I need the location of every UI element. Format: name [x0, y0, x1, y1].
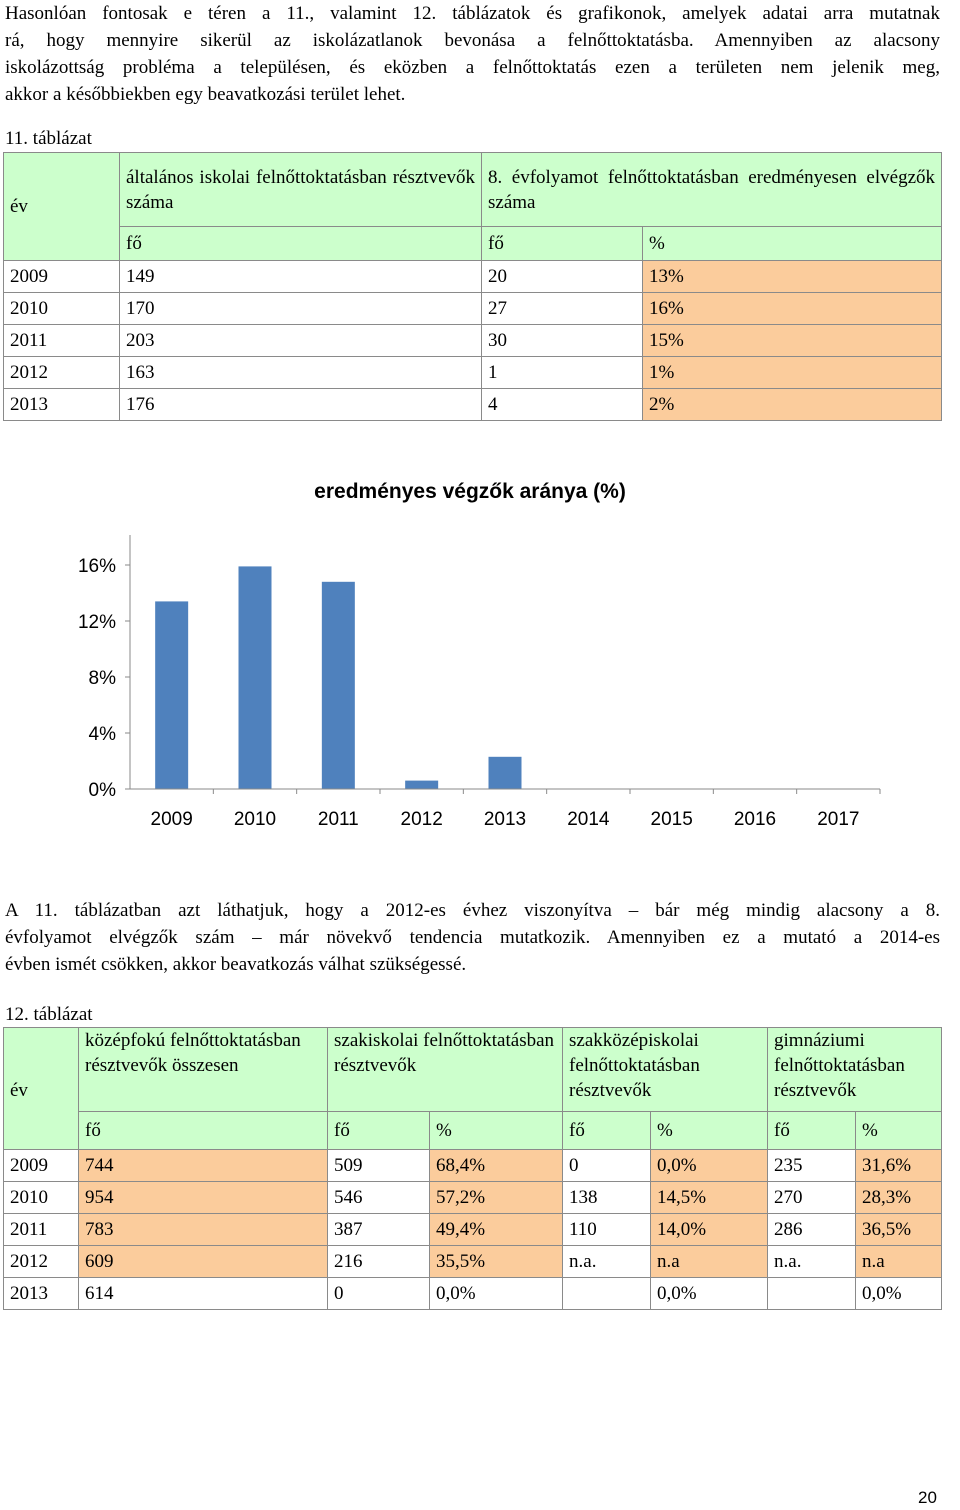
table-row — [4, 357, 942, 389]
cell-technical-pct: n.a — [651, 1246, 768, 1278]
group-header-technical: szakközépiskolai felnőttoktatásban résztvevők — [563, 1028, 768, 1112]
cell-grammar-count: 286 — [768, 1214, 856, 1246]
cell-completed: 30 — [482, 325, 643, 357]
cell-technical-count: n.a. — [563, 1246, 651, 1278]
x-tick-label: 2009 — [150, 809, 193, 830]
group-header-grammar: gimnáziumi felnőttoktatásban résztvevők — [768, 1028, 942, 1112]
table-row — [4, 1214, 942, 1246]
cell-technical-count: 110 — [563, 1214, 651, 1246]
cell-pct: 1% — [643, 357, 942, 389]
y-tick-label: 16% — [77, 556, 116, 577]
x-tick-label: 2016 — [733, 809, 777, 830]
cell-vocational-count: 546 — [328, 1182, 430, 1214]
year-header: év — [4, 1028, 79, 1150]
cell-vocational-pct: 68,4% — [430, 1150, 563, 1182]
intro-line: akkor a későbbiekben egy beavatkozási terület lehet. — [5, 84, 406, 105]
cell-pct: 15% — [643, 325, 942, 357]
cell-vocational-count: 0 — [328, 1278, 430, 1310]
analysis-line: évfolyamot elvégzők szám – már növekvő tendencia mutatkozik. Amennyiben ez a mutató a 2014-es — [5, 927, 940, 948]
table-row — [4, 293, 942, 325]
bar-2009 — [155, 601, 188, 789]
cell-pct: 16% — [643, 293, 942, 325]
cell-vocational-pct: 49,4% — [430, 1214, 563, 1246]
table11-caption: 11. táblázat — [5, 128, 92, 149]
bar-chart — [0, 460, 960, 860]
cell-grammar-pct: n.a — [856, 1246, 942, 1278]
table-11 — [3, 152, 942, 421]
unit-pct: % — [430, 1112, 563, 1150]
cell-year: 2011 — [4, 325, 120, 357]
analysis-line: A 11. táblázatban azt láthatjuk, hogy a 2012-es évhez viszonyítva – bár még mindig alacsony a 8. — [5, 900, 940, 921]
cell-vocational-pct: 35,5% — [430, 1246, 563, 1278]
unit-pct: % — [651, 1112, 768, 1150]
column-header-participants: általános iskolai felnőttoktatásban résztvevők száma — [120, 153, 482, 227]
bar-2011 — [322, 582, 355, 789]
y-tick-label: 4% — [88, 724, 116, 745]
unit-fo: fő — [79, 1112, 328, 1150]
x-tick-label: 2010 — [233, 809, 277, 830]
cell-completed: 1 — [482, 357, 643, 389]
cell-technical-count — [563, 1278, 651, 1310]
table-row — [4, 1246, 942, 1278]
unit-pct: % — [856, 1112, 942, 1150]
cell-total: 783 — [79, 1214, 328, 1246]
unit-fo: fő — [482, 227, 643, 261]
table-row — [4, 1150, 942, 1182]
analysis-line: évben ismét csökken, akkor beavatkozás válhat szükségessé. — [5, 954, 467, 975]
table-row — [4, 1278, 942, 1310]
y-tick-label: 0% — [88, 780, 116, 801]
unit-fo: fő — [768, 1112, 856, 1150]
cell-total: 614 — [79, 1278, 328, 1310]
cell-technical-count: 0 — [563, 1150, 651, 1182]
bar-2012 — [405, 781, 438, 789]
group-header-vocational: szakiskolai felnőttoktatásban résztvevők — [328, 1028, 563, 1112]
cell-year: 2009 — [4, 1150, 79, 1182]
cell-vocational-count: 509 — [328, 1150, 430, 1182]
cell-year: 2013 — [4, 389, 120, 421]
cell-grammar-count: 270 — [768, 1182, 856, 1214]
table-row — [4, 325, 942, 357]
table-row — [4, 1182, 942, 1214]
year-header: év — [4, 153, 120, 261]
cell-grammar-count — [768, 1278, 856, 1310]
unit-fo: fő — [120, 227, 482, 261]
cell-total: 744 — [79, 1150, 328, 1182]
cell-vocational-pct: 0,0% — [430, 1278, 563, 1310]
chart-title: eredményes végzők aránya (%) — [314, 480, 626, 503]
cell-participants: 163 — [120, 357, 482, 389]
intro-line: rá, hogy mennyire sikerül az iskolázatlanok bevonása a felnőttoktatásba. Amennyiben az alacsony — [5, 30, 940, 51]
table-row — [4, 261, 942, 293]
intro-line: Hasonlóan fontosak e téren a 11., valamint 12. táblázatok és grafikonok, amelyek adatai arra mutatnak — [5, 3, 940, 24]
bar-2010 — [239, 566, 272, 789]
intro-paragraph — [5, 0, 940, 108]
cell-vocational-pct: 57,2% — [430, 1182, 563, 1214]
x-tick-label: 2014 — [567, 809, 610, 830]
analysis-paragraph — [5, 897, 940, 978]
unit-fo: fő — [328, 1112, 430, 1150]
cell-year: 2012 — [4, 357, 120, 389]
y-tick-label: 12% — [77, 612, 116, 633]
cell-participants: 149 — [120, 261, 482, 293]
unit-fo: fő — [563, 1112, 651, 1150]
bar-2013 — [489, 757, 522, 789]
cell-participants: 170 — [120, 293, 482, 325]
cell-total: 954 — [79, 1182, 328, 1214]
cell-participants: 203 — [120, 325, 482, 357]
cell-completed: 27 — [482, 293, 643, 325]
cell-total: 609 — [79, 1246, 328, 1278]
cell-grammar-count: 235 — [768, 1150, 856, 1182]
cell-technical-pct: 0,0% — [651, 1150, 768, 1182]
x-tick-label: 2012 — [400, 809, 443, 830]
unit-pct: % — [643, 227, 942, 261]
intro-line: iskolázottság probléma a településen, és eközben a felnőttoktatás ezen a területen nem jelenik meg, — [5, 57, 940, 78]
cell-participants: 176 — [120, 389, 482, 421]
cell-year: 2012 — [4, 1246, 79, 1278]
cell-pct: 13% — [643, 261, 942, 293]
cell-grammar-pct: 31,6% — [856, 1150, 942, 1182]
cell-year: 2010 — [4, 1182, 79, 1214]
cell-completed: 20 — [482, 261, 643, 293]
cell-vocational-count: 387 — [328, 1214, 430, 1246]
cell-grammar-pct: 36,5% — [856, 1214, 942, 1246]
cell-grammar-count: n.a. — [768, 1246, 856, 1278]
cell-technical-pct: 14,0% — [651, 1214, 768, 1246]
cell-year: 2013 — [4, 1278, 79, 1310]
group-header-secondary: középfokú felnőttoktatásban résztvevők összesen — [79, 1028, 328, 1112]
cell-completed: 4 — [482, 389, 643, 421]
table-row — [4, 389, 942, 421]
cell-vocational-count: 216 — [328, 1246, 430, 1278]
cell-technical-pct: 0,0% — [651, 1278, 768, 1310]
x-tick-label: 2017 — [817, 809, 860, 830]
cell-pct: 2% — [643, 389, 942, 421]
x-tick-label: 2011 — [317, 809, 359, 830]
cell-year: 2009 — [4, 261, 120, 293]
column-header-completed: 8. évfolyamot felnőttoktatásban eredményesen elvégzők száma — [482, 153, 942, 227]
page-number: 20 — [918, 1488, 937, 1507]
y-tick-label: 8% — [88, 668, 116, 689]
x-tick-label: 2015 — [650, 809, 693, 830]
cell-grammar-pct: 28,3% — [856, 1182, 942, 1214]
table12-caption: 12. táblázat — [5, 1004, 93, 1025]
cell-technical-count: 138 — [563, 1182, 651, 1214]
cell-year: 2010 — [4, 293, 120, 325]
cell-year: 2011 — [4, 1214, 79, 1246]
cell-technical-pct: 14,5% — [651, 1182, 768, 1214]
x-tick-label: 2013 — [483, 809, 527, 830]
cell-grammar-pct: 0,0% — [856, 1278, 942, 1310]
table-12 — [3, 1027, 942, 1310]
